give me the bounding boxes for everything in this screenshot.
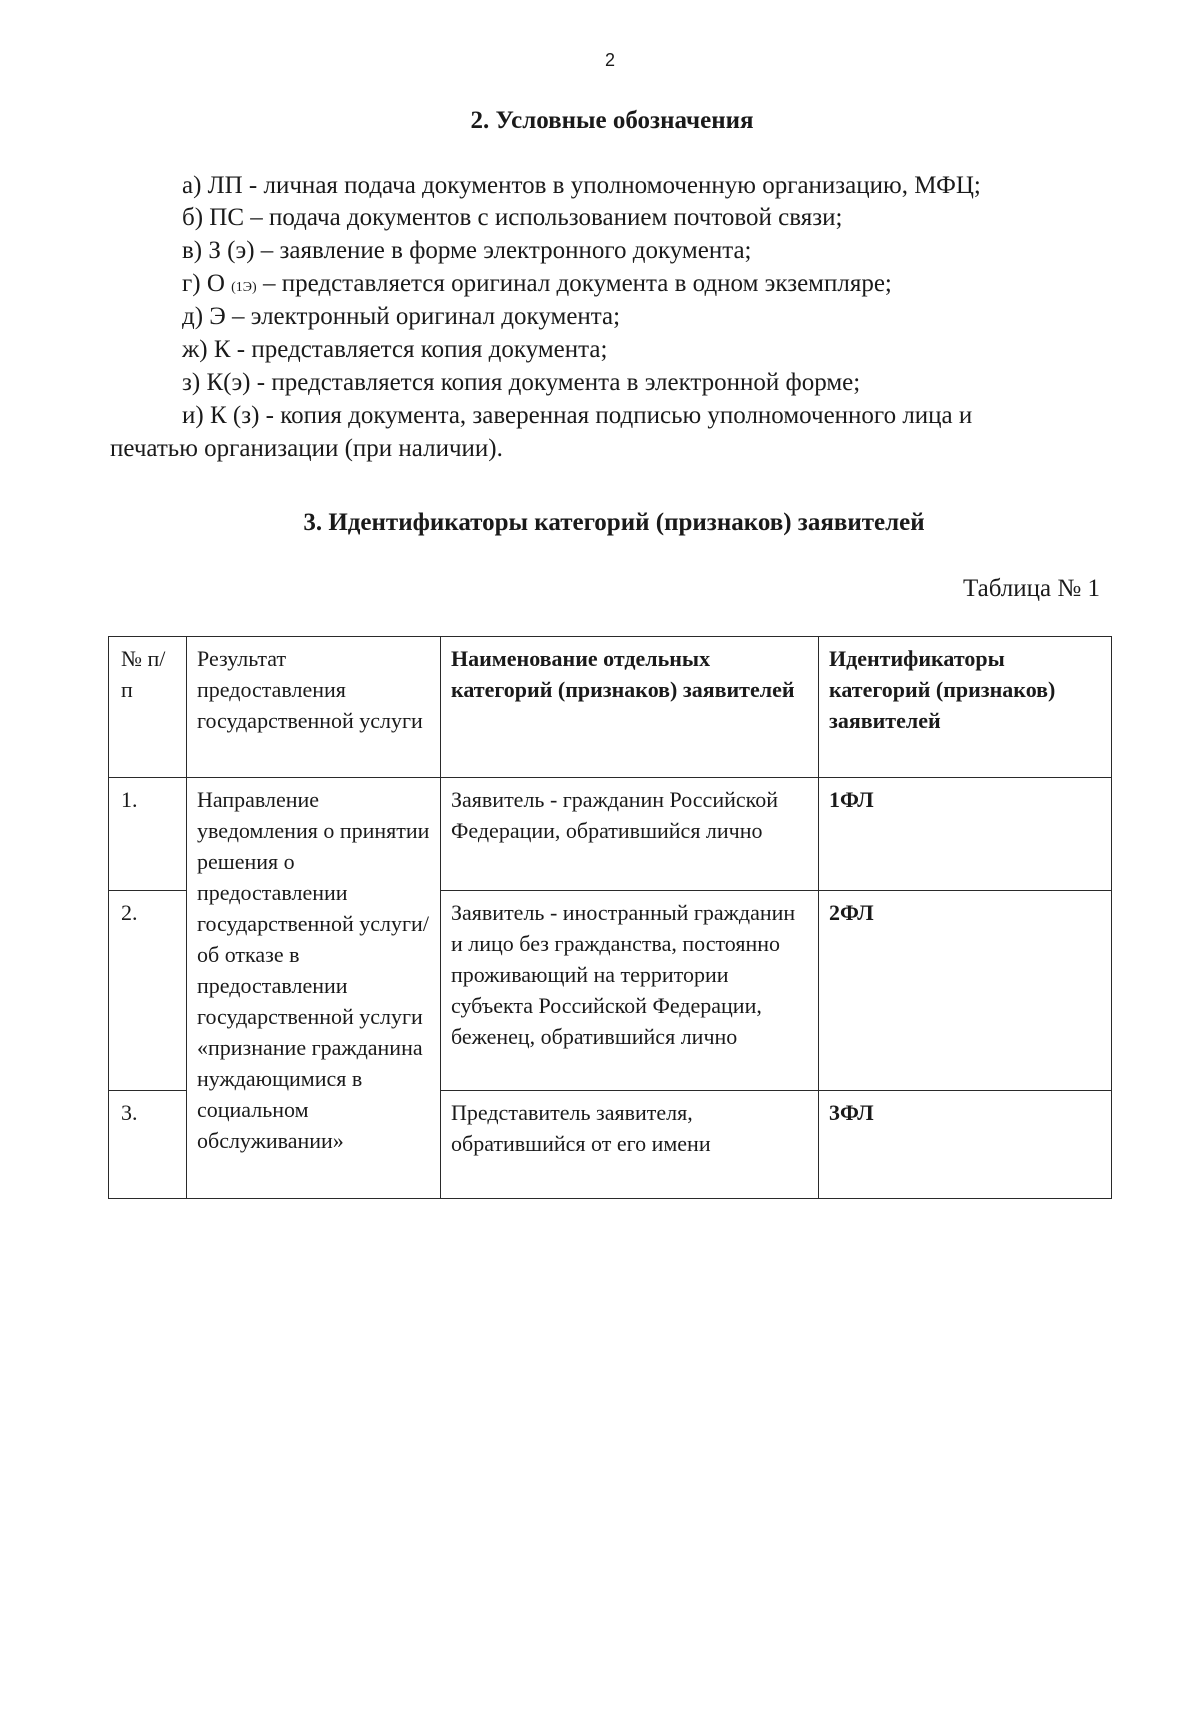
legend-item-o-label: г) О bbox=[182, 270, 225, 297]
section-3-title: 3. Идентификаторы категорий (признаков) заявителей bbox=[303, 509, 925, 536]
category-code: 2ФЛ bbox=[819, 891, 1112, 1091]
section-2-title: 2. Условные обозначения bbox=[470, 107, 754, 134]
result-cell: Направление уведомления о принятии решения о предоставлении государственной услуги/ об отказе в предоставлении государственной услуги «признание гражданина нуждающимися в социальном обслуживании» bbox=[187, 778, 441, 1199]
category-cell: Представитель заявителя, обратившийся от его имени bbox=[441, 1091, 819, 1199]
category-cell: Заявитель - гражданин Российской Федерации, обратившийся лично bbox=[441, 778, 819, 891]
header-result: Результат предоставления государственной услуги bbox=[187, 637, 441, 778]
header-category-id: Идентификаторы категорий (признаков) заявителей bbox=[819, 637, 1112, 778]
row-number: 3. bbox=[109, 1091, 187, 1199]
legend-item-o bbox=[182, 270, 892, 298]
legend-item-ps: б) ПС – подача документов с использованием почтовой связи; bbox=[182, 204, 843, 231]
legend-item-ze: в) З (э) – заявление в форме электронного документа; bbox=[182, 237, 752, 264]
table-row bbox=[109, 778, 1112, 891]
legend-item-kz-continuation: печатью организации (при наличии). bbox=[110, 435, 503, 462]
legend-item-e: д) Э – электронный оригинал документа; bbox=[182, 303, 621, 330]
row-number: 1. bbox=[109, 778, 187, 891]
row-number: 2. bbox=[109, 891, 187, 1091]
category-code: 3ФЛ bbox=[819, 1091, 1112, 1199]
legend-item-kz: и) К (з) - копия документа, заверенная подписью уполномоченного лица и bbox=[182, 402, 973, 429]
legend-item-lp: а) ЛП - личная подача документов в уполномоченную организацию, МФЦ; bbox=[182, 172, 981, 199]
legend-item-o-text: – представляется оригинал документа в одном экземпляре; bbox=[262, 270, 892, 297]
header-category-name: Наименование отдельных категорий (признаков) заявителей bbox=[441, 637, 819, 778]
page-number: 2 bbox=[604, 50, 615, 70]
header-number: № п/п bbox=[109, 637, 187, 778]
category-cell: Заявитель - иностранный гражданин и лицо без гражданства, постоянно проживающий на территории субъекта Российской Федерации, беженец, обратившийся лично bbox=[441, 891, 819, 1091]
table-caption: Таблица № 1 bbox=[962, 575, 1100, 602]
table-header-row bbox=[109, 637, 1112, 778]
category-code: 1ФЛ bbox=[819, 778, 1112, 891]
legend-item-k: ж) К - представляется копия документа; bbox=[182, 336, 608, 363]
legend-item-ke: з) К(э) - представляется копия документа в электронной форме; bbox=[182, 369, 861, 396]
legend-item-o-subscript: (1Э) bbox=[231, 280, 257, 295]
applicant-categories-table bbox=[108, 636, 1112, 1199]
